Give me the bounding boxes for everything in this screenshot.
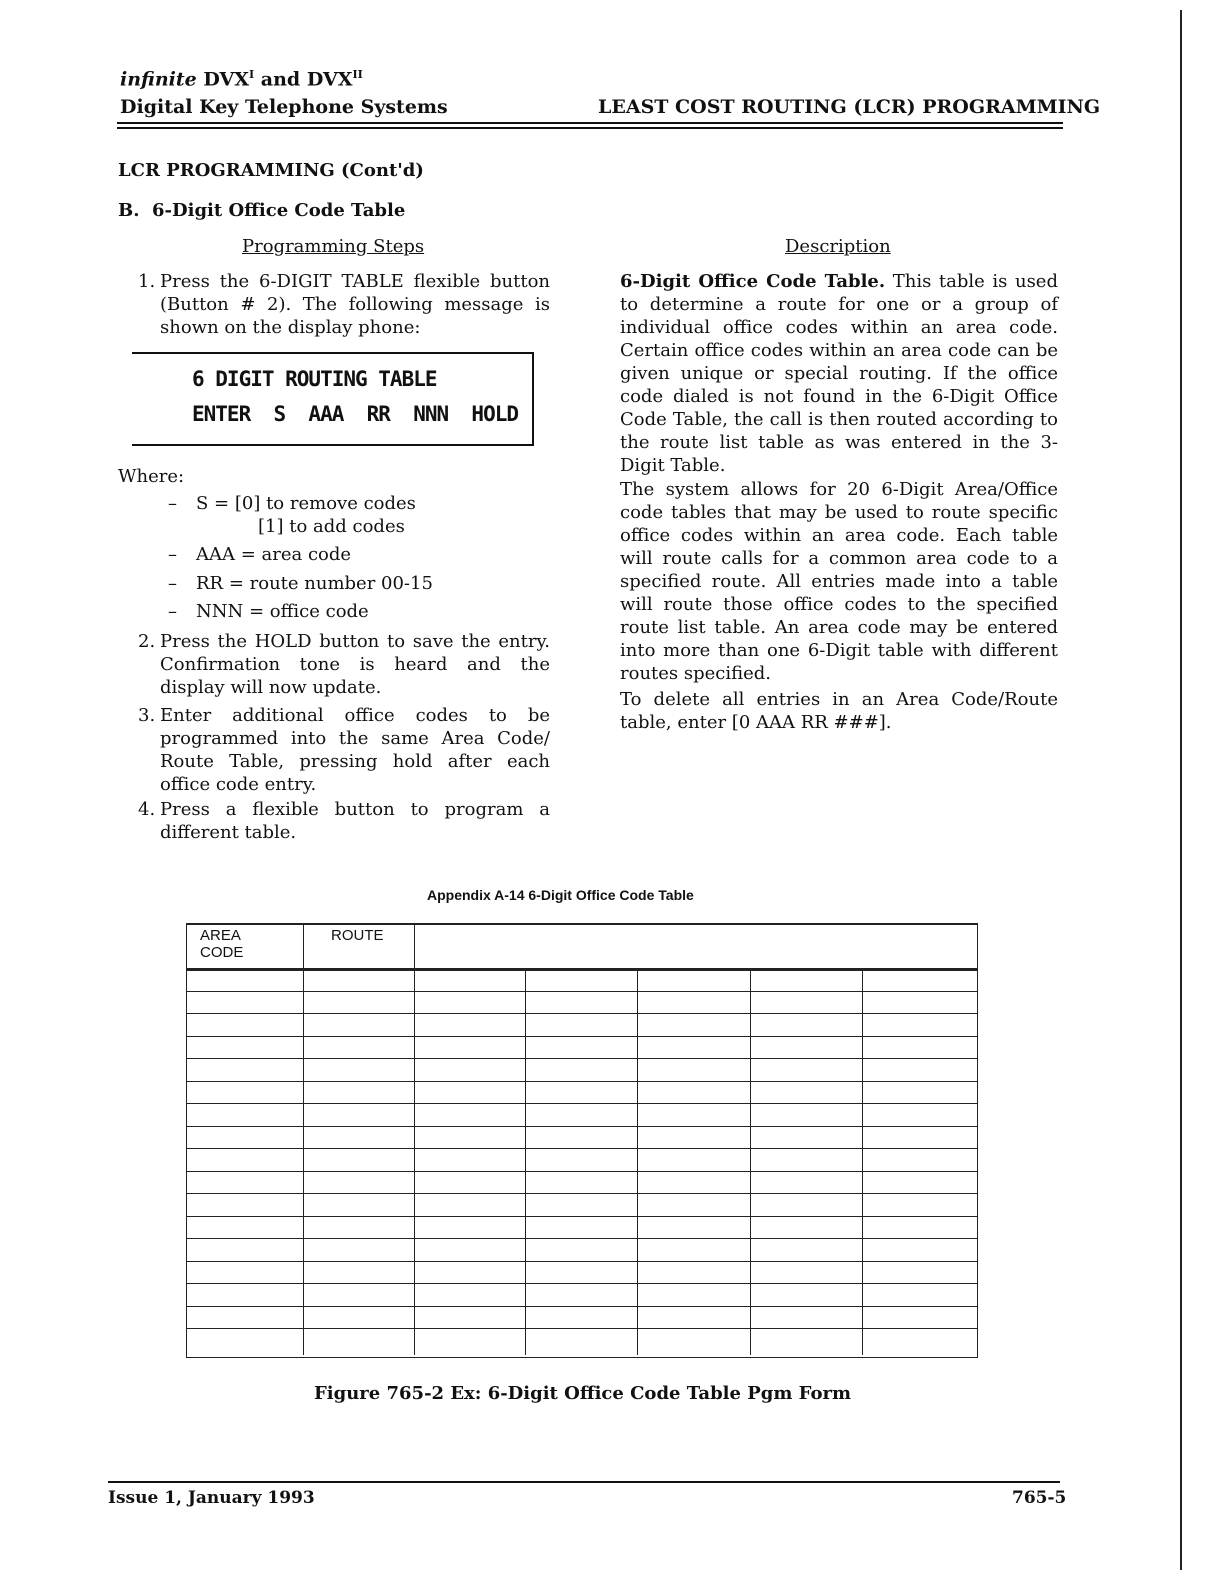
col-line (862, 968, 863, 1355)
row-line (186, 1103, 978, 1104)
where-item-s (168, 493, 416, 514)
where-aaa-text: AAA = area code (196, 544, 352, 565)
step-number: 1. (138, 271, 156, 292)
footer-rule (108, 1481, 1060, 1483)
product-a: DVX (203, 68, 250, 91)
step-number: 2. (138, 631, 156, 652)
row-line (186, 1261, 978, 1262)
where-label: Where: (118, 466, 185, 487)
step-text: Press the 6-DIGIT TABLE flexible button (Button # 2). The following message is shown on the display phone: (160, 271, 550, 338)
product-a-sup: I (249, 68, 255, 81)
table-frame (186, 923, 978, 1358)
dash-bullet: – (168, 573, 177, 594)
figure-caption: Figure 765-2 Ex: 6-Digit Office Code Table Pgm Form (314, 1383, 851, 1404)
col-line (637, 968, 638, 1355)
brand-name: infinite (120, 68, 197, 91)
step-1 (138, 270, 550, 339)
description-paragraph-1 (620, 270, 1058, 477)
product-b-sup: II (352, 68, 363, 81)
col-line (525, 968, 526, 1355)
step-2 (138, 630, 550, 699)
where-rr-text: RR = route number 00-15 (196, 573, 433, 594)
where-s-line2: [1] to add codes (258, 516, 405, 537)
row-line (186, 1171, 978, 1172)
row-line (186, 1283, 978, 1284)
where-s-text: S = [0] to remove codes (196, 493, 416, 514)
header-rule (117, 122, 1063, 124)
header-subtitle: Digital Key Telephone Systems (120, 96, 448, 118)
row-line (186, 1058, 978, 1059)
description-paragraph-2: The system allows for 20 6-Digit Area/Office code tables that may be used to route specific office codes within an area code. Each table will route calls for a common area code to a specified route. All entries made into a table will route those office codes to the specified route list table. An area code may be entered into more than one 6-Digit table with different routes specified. (620, 479, 1058, 684)
page-edge-line (1180, 10, 1182, 1570)
dash-bullet: – (168, 601, 177, 622)
product-connector: and (260, 68, 301, 91)
where-item-nnn (168, 601, 369, 622)
row-line (186, 991, 978, 992)
subsection-heading (118, 200, 405, 221)
step-number: 3. (138, 705, 156, 726)
issue-date: Issue 1, January 1993 (108, 1488, 315, 1508)
product-title (120, 68, 363, 90)
where-nnn-text: NNN = office code (196, 601, 369, 622)
step-number: 4. (138, 799, 156, 820)
row-line (186, 1328, 978, 1329)
step-text: Press a flexible button to program a different table. (160, 799, 550, 843)
product-b: DVX (306, 68, 353, 91)
col-line (303, 923, 304, 1355)
step-text: Press the HOLD button to save the entry. Confirmation tone is heard and the display will now update. (160, 631, 550, 698)
description-term: 6-Digit Office Code Table. (620, 271, 886, 292)
row-line (186, 1148, 978, 1149)
row-line (186, 1238, 978, 1239)
where-item-rr (168, 573, 433, 594)
where-item-aaa (168, 544, 351, 565)
subsection-letter: B. (118, 200, 140, 221)
col-header-route: ROUTE (331, 927, 384, 944)
row-line (186, 1306, 978, 1307)
step-3 (138, 704, 550, 796)
description-paragraph-3: To delete all entries in an Area Code/Route table, enter [0 AAA RR ###]. (620, 689, 1058, 733)
header-divider (186, 968, 978, 971)
section-heading: LCR PROGRAMMING (Cont'd) (118, 160, 424, 181)
row-line (186, 1036, 978, 1037)
dash-bullet: – (168, 544, 177, 565)
col-line (414, 923, 415, 1355)
col-header-area-code: AREA CODE (200, 927, 244, 961)
step-4 (138, 798, 550, 844)
row-line (186, 1126, 978, 1127)
display-line-2: ENTER S AAA RR NNN HOLD (192, 402, 519, 426)
table-caption: Appendix A-14 6-Digit Office Code Table (427, 887, 694, 903)
row-line (186, 1216, 978, 1217)
dash-bullet: – (168, 493, 177, 514)
description-heading: Description (785, 236, 891, 257)
description-p1-text: This table is used to determine a route for one or a group of individual office codes within an area code. Certain office codes within an area code can be given unique or special routing. If the office code dialed is not found in the 6-Digit Office Code Table, the call is then routed according to the route list table as was entered in the 3-Digit Table. (620, 271, 1058, 476)
page-number: 765-5 (1012, 1488, 1067, 1508)
col-line (750, 968, 751, 1355)
header-section-title: LEAST COST ROUTING (LCR) PROGRAMMING (598, 96, 1101, 118)
programming-steps-heading: Programming Steps (242, 236, 425, 257)
row-line (186, 1081, 978, 1082)
header-rule-double (117, 127, 1063, 129)
step-text: Enter additional office codes to be programmed into the same Area Code/ Route Table, pressing hold after each office code entry. (160, 705, 550, 795)
subsection-title: 6-Digit Office Code Table (152, 200, 406, 221)
display-line-1: 6 DIGIT ROUTING TABLE (192, 367, 437, 391)
row-line (186, 1193, 978, 1194)
row-line (186, 1013, 978, 1014)
